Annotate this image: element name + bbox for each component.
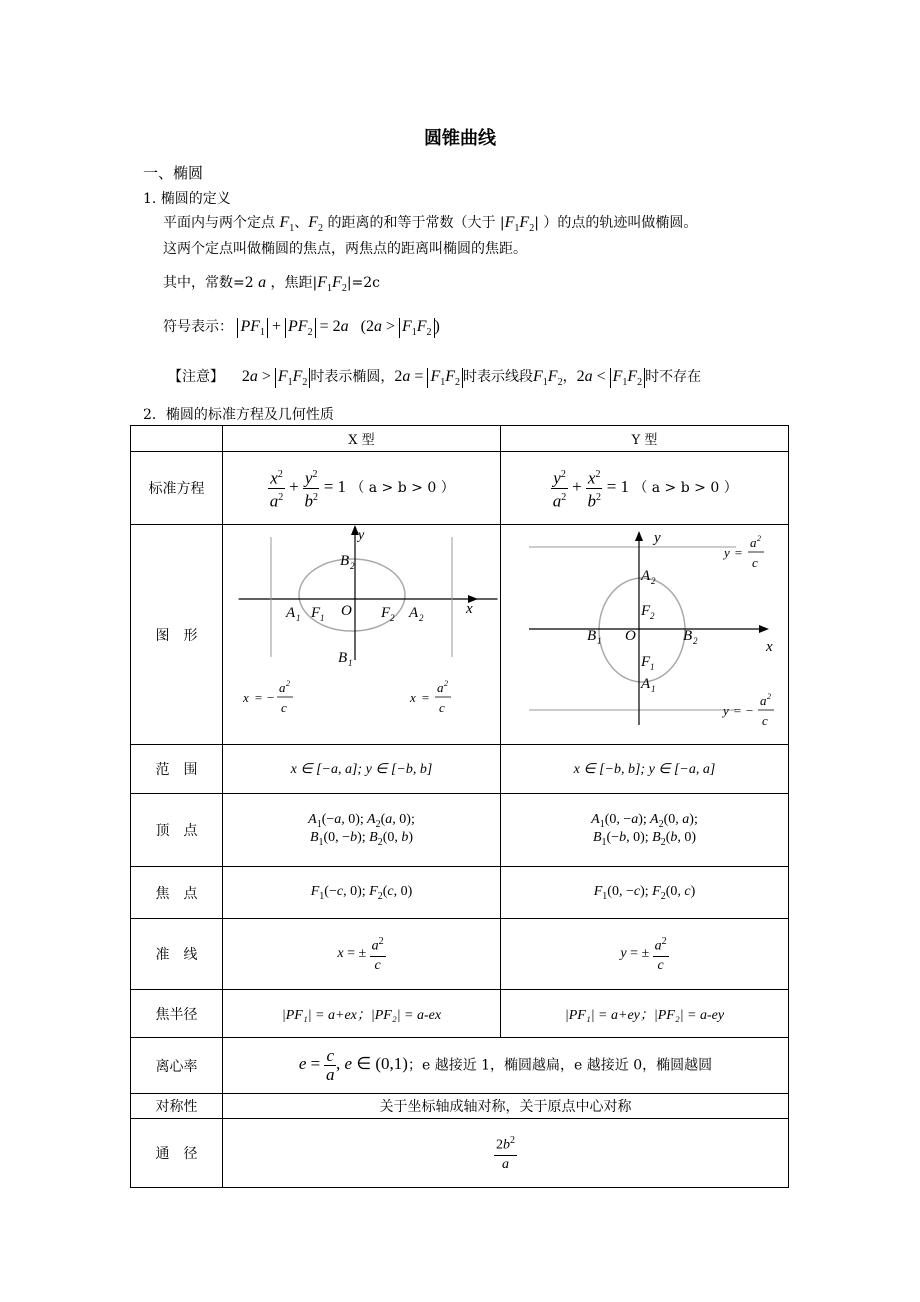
subsection-standard-equation: 2．椭圆的标准方程及几何性质: [143, 407, 334, 423]
svg-text:c: c: [762, 713, 768, 728]
svg-text:= −: = −: [733, 703, 754, 718]
svg-text:= −: = −: [254, 690, 275, 705]
svg-text:2: 2: [390, 613, 395, 623]
label-y: y: [358, 528, 365, 543]
row-figure: [131, 525, 789, 745]
label-F2: F: [641, 603, 651, 619]
svg-text:=: =: [421, 690, 430, 705]
x-range: x ∈ [−a, a]; y ∈ [−b, b]: [223, 745, 501, 794]
row-range: [131, 745, 789, 794]
label-eccentricity: 离心率: [131, 1038, 223, 1094]
label-x: x: [766, 639, 773, 655]
definition-line-2: 这两个定点叫做椭圆的焦点，两焦点的距离叫椭圆的焦距。: [163, 241, 527, 257]
label-F1: F: [641, 654, 651, 670]
svg-text:1: 1: [650, 662, 655, 672]
x-directrix: x = ± $\frac{a^2}{c}$: [223, 919, 501, 990]
x-focal-radius: |PF₁| = a+ex；|PF₂| = a-ex: [223, 990, 501, 1038]
x-foci: $F_1(-c$, 0); $F_2(c$, 0): [223, 867, 501, 919]
svg-text:x: x: [410, 690, 416, 705]
svg-text:2: 2: [693, 636, 698, 646]
svg-text:=: =: [734, 545, 743, 560]
svg-text:2: 2: [757, 534, 761, 543]
label-figure: 图 形: [131, 525, 223, 745]
row-focus: [131, 867, 789, 919]
x-right-directrix-eq: [409, 679, 451, 715]
symbol-line: 符号表示： $PF_1 + PF_2 = 2a$ ($2a > F_1F_2$ ): [163, 318, 440, 339]
svg-text:1: 1: [597, 636, 602, 646]
label-range: 范 围: [131, 745, 223, 794]
svg-text:c: c: [281, 700, 287, 715]
label-B1: B: [587, 628, 597, 644]
row-directrix: [131, 919, 789, 990]
x-axis-arrow: [759, 625, 769, 633]
label-focal-radius: 焦半径: [131, 990, 223, 1038]
header-x-type: X 型: [223, 426, 501, 452]
row-vertex: [131, 794, 789, 867]
ellipse-properties-table: [130, 425, 789, 1188]
row-focal-radius: [131, 990, 789, 1038]
y-focal-radius: |PF₁| = a+ey；|PF₂| = a-ey: [501, 990, 789, 1038]
subsection-definition: 1. 椭圆的定义: [143, 191, 231, 207]
page-title: 圆锥曲线: [424, 128, 496, 149]
svg-text:x: x: [243, 690, 249, 705]
label-y: y: [654, 530, 661, 546]
svg-text:2: 2: [444, 679, 448, 688]
header-y-type: Y 型: [501, 426, 789, 452]
svg-text:1: 1: [651, 684, 656, 694]
svg-text:2: 2: [767, 692, 771, 701]
x-vertices: $A_1(-a$, 0); $A_2(a$, 0); $B_1(0$, −b); $B_2(0$, b): [223, 794, 501, 867]
svg-text:2: 2: [651, 576, 656, 586]
label-focus: 焦 点: [131, 867, 223, 919]
svg-text:y: y: [723, 703, 729, 718]
x-type-ellipse-diagram: [223, 525, 500, 740]
latus-rectum-content: $\frac{2b^2}{a}$: [223, 1119, 789, 1188]
label-B1: B: [338, 650, 348, 666]
svg-text:c: c: [752, 555, 758, 570]
svg-text:1: 1: [296, 613, 301, 623]
definition-line-1: 平面内与两个定点 $F_1$、$F_2$ 的距离的和等于常数（大于 $|F_1F_2|$ ）的点的轨迹叫做椭圆。: [163, 214, 698, 234]
label-B2: B: [683, 628, 693, 644]
y-vertices: $A_1(0$, −a); $A_2(0$, a); $B_1(-b$, 0); $B_2(b$, 0): [501, 794, 789, 867]
y-axis-arrow: [635, 531, 643, 541]
svg-text:2: 2: [286, 679, 290, 688]
label-standard-equation: 标准方程: [131, 452, 223, 525]
label-B2: B: [340, 553, 350, 569]
label-x: x: [466, 601, 473, 617]
svg-text:2: 2: [650, 611, 655, 621]
label-vertex: 顶 点: [131, 794, 223, 867]
constant-line: 其中，常数=2 a ，焦距$|F_1F_2|=2c$: [163, 274, 381, 294]
note-line: 【注意】 $2a > F_1F_2$ 时表示椭圆，$2a = F_1F_2$ 时表示线段$F_1F_2$，$2a < F_1F_2$ 时不存在: [168, 368, 702, 389]
x-left-directrix-eq: [242, 679, 293, 715]
svg-text:a: a: [750, 535, 757, 550]
svg-text:a: a: [279, 680, 286, 695]
section-heading-ellipse: 一、椭圆: [143, 164, 204, 182]
row-latus-rectum: [131, 1119, 789, 1188]
y-foci: $F_1(0$, −c); $F_2(0$, c): [501, 867, 789, 919]
label-A2: A: [641, 568, 651, 584]
y-type-figure: [501, 525, 789, 745]
table-header-row: [131, 426, 789, 452]
label-latus-rectum: 通 径: [131, 1119, 223, 1188]
row-standard-equation: [131, 452, 789, 525]
x-standard-equation: $\frac{x^2}{a^2}$ + $\frac{y^2}{b^2}$ = 1 （ a > b > 0 ）: [223, 452, 501, 525]
svg-text:a: a: [760, 693, 767, 708]
label-O: O: [625, 628, 636, 644]
symmetry-content: 关于坐标轴成轴对称，关于原点中心对称: [223, 1094, 789, 1119]
row-symmetry: [131, 1094, 789, 1119]
label-symmetry: 对称性: [131, 1094, 223, 1119]
y-standard-equation: $\frac{y^2}{a^2}$ + $\frac{x^2}{b^2}$ = 1 （ a > b > 0 ）: [501, 452, 789, 525]
y-range: x ∈ [−b, b]; y ∈ [−a, a]: [501, 745, 789, 794]
eccentricity-content: e = $\frac{c}{a}$ , e ∈ (0,1)；e 越接近 1，椭圆越扁，e 越接近 0，椭圆越圆: [223, 1038, 789, 1094]
label-A1: A: [286, 605, 296, 621]
label-directrix: 准 线: [131, 919, 223, 990]
row-eccentricity: [131, 1038, 789, 1094]
svg-text:2: 2: [419, 613, 424, 623]
label-F2: F: [381, 605, 391, 621]
y-type-ellipse-diagram: [501, 525, 788, 740]
label-O: O: [341, 603, 352, 619]
svg-text:y: y: [724, 545, 730, 560]
svg-text:1: 1: [320, 613, 325, 623]
y-directrix: y = ± $\frac{a^2}{c}$: [501, 919, 789, 990]
y-top-directrix-eq: [722, 534, 764, 570]
label-A1: A: [641, 676, 651, 692]
x-type-figure: [223, 525, 501, 745]
svg-text:2: 2: [350, 561, 355, 571]
svg-text:a: a: [437, 680, 444, 695]
label-A2: A: [409, 605, 419, 621]
svg-text:c: c: [439, 700, 445, 715]
svg-text:1: 1: [348, 658, 353, 668]
label-F1: F: [311, 605, 321, 621]
